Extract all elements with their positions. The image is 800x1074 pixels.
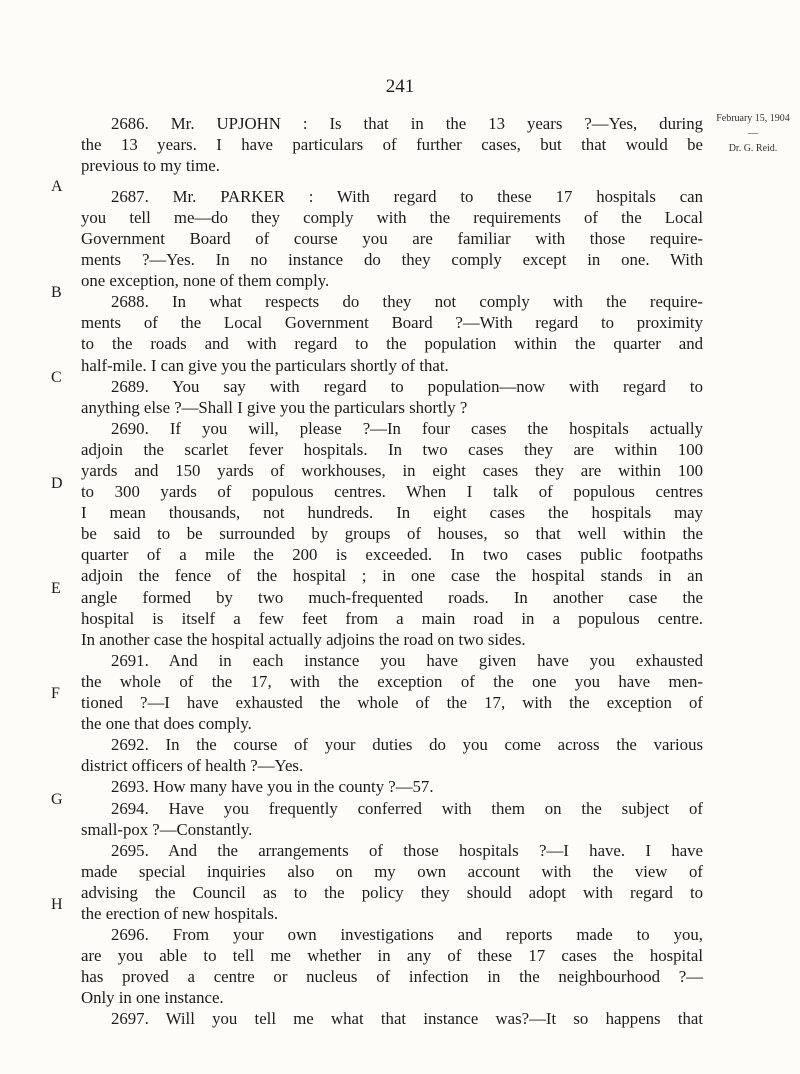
text-line: ments ?—Yes. In no instance do they comply except in one. With	[81, 250, 703, 270]
text-line: previous to my time.	[81, 156, 220, 176]
text-line: 2696. From your own investigations and reports made to you,	[111, 925, 703, 945]
side-note-witness: Dr. G. Reid.	[728, 143, 778, 154]
margin-letter-a: A	[51, 178, 63, 195]
text-line: be said to be surrounded by groups of houses, so that well within the	[81, 524, 703, 544]
text-line: 2687. Mr. PARKER : With regard to these 17 hospitals can	[111, 186, 703, 206]
text-line: angle formed by two much-frequented roads. In another case the	[81, 587, 703, 607]
text-line: district officers of health ?—Yes.	[81, 756, 304, 776]
text-line: ments of the Local Government Board ?—With regard to proximity	[81, 313, 703, 333]
text-line: 2688. In what respects do they not comply with the require-	[111, 292, 703, 312]
text-line: one exception, none of them comply.	[81, 271, 330, 291]
text-line: the erection of new hospitals.	[81, 903, 279, 923]
side-note-dash: —	[748, 128, 758, 139]
text-line: Government Board of course you are familiar with those require-	[81, 228, 703, 248]
text-line: 2697. Will you tell me what that instance was?—It so happens that	[111, 1009, 703, 1029]
text-line: 2689. You say with regard to population—now with regard to	[111, 376, 703, 396]
text-line: the 13 years. I have particulars of further cases, but that would be	[81, 135, 703, 155]
text-line: has proved a centre or nucleus of infection in the neighbourhood ?—	[81, 967, 703, 987]
text-line: quarter of a mile the 200 is exceeded. In two cases public footpaths	[81, 545, 703, 565]
text-line: made special inquiries also on my own account with the view of	[81, 861, 703, 881]
text-line: 2693. How many have you in the county ?—57.	[111, 777, 434, 797]
margin-letter-b: B	[51, 284, 62, 301]
text-line: adjoin the scarlet fever hospitals. In two cases they are within 100	[81, 439, 703, 459]
text-line: to the roads and with regard to the population within the quarter and	[81, 334, 703, 354]
text-line: the whole of the 17, with the exception of the one you have men-	[81, 671, 703, 691]
text-line: tioned ?—I have exhausted the whole of the 17, with the exception of	[81, 693, 703, 713]
testimony-text	[81, 113, 703, 1030]
margin-letter-h: H	[51, 896, 63, 913]
margin-letter-f: F	[51, 685, 60, 702]
text-line: to 300 yards of populous centres. When I talk of populous centres	[81, 482, 703, 502]
text-line: the one that does comply.	[81, 714, 252, 734]
text-line: half-mile. I can give you the particulars shortly of that.	[81, 355, 449, 375]
text-line: In another case the hospital actually adjoins the road on two sides.	[81, 629, 526, 649]
side-note-date: February 15, 1904	[716, 113, 790, 124]
text-line: adjoin the fence of the hospital ; in one case the hospital stands in an	[81, 566, 703, 586]
margin-letter-d: D	[51, 475, 63, 492]
text-line: 2695. And the arrangements of those hospitals ?—I have. I have	[111, 840, 703, 860]
text-line: anything else ?—Shall I give you the particulars shortly ?	[81, 397, 468, 417]
side-note	[708, 111, 798, 156]
margin-letter-e: E	[51, 580, 61, 597]
margin-letter-g: G	[51, 791, 63, 808]
text-line: advising the Council as to the policy they should adopt with regard to	[81, 882, 703, 902]
text-line: 2694. Have you frequently conferred with them on the subject of	[111, 798, 703, 818]
margin-letter-c: C	[51, 369, 62, 386]
text-line: 2692. In the course of your duties do you come across the various	[111, 735, 703, 755]
text-line: Only in one instance.	[81, 988, 224, 1008]
text-line: 2686. Mr. UPJOHN : Is that in the 13 years ?—Yes, during	[111, 114, 703, 133]
text-line: 2690. If you will, please ?—In four cases the hospitals actually	[111, 418, 703, 438]
text-line: are you able to tell me whether in any of these 17 cases the hospital	[81, 946, 703, 966]
text-line: 2691. And in each instance you have given have you exhausted	[111, 650, 703, 670]
text-line: you tell me—do they comply with the requirements of the Local	[81, 207, 703, 227]
page-number: 241	[385, 76, 415, 97]
text-line: small-pox ?—Constantly.	[81, 819, 253, 839]
text-line: I mean thousands, not hundreds. In eight cases the hospitals may	[81, 503, 703, 523]
text-line: hospital is itself a few feet from a main road in a populous centre.	[81, 608, 703, 628]
text-line: yards and 150 yards of workhouses, in eight cases they are within 100	[81, 461, 703, 480]
